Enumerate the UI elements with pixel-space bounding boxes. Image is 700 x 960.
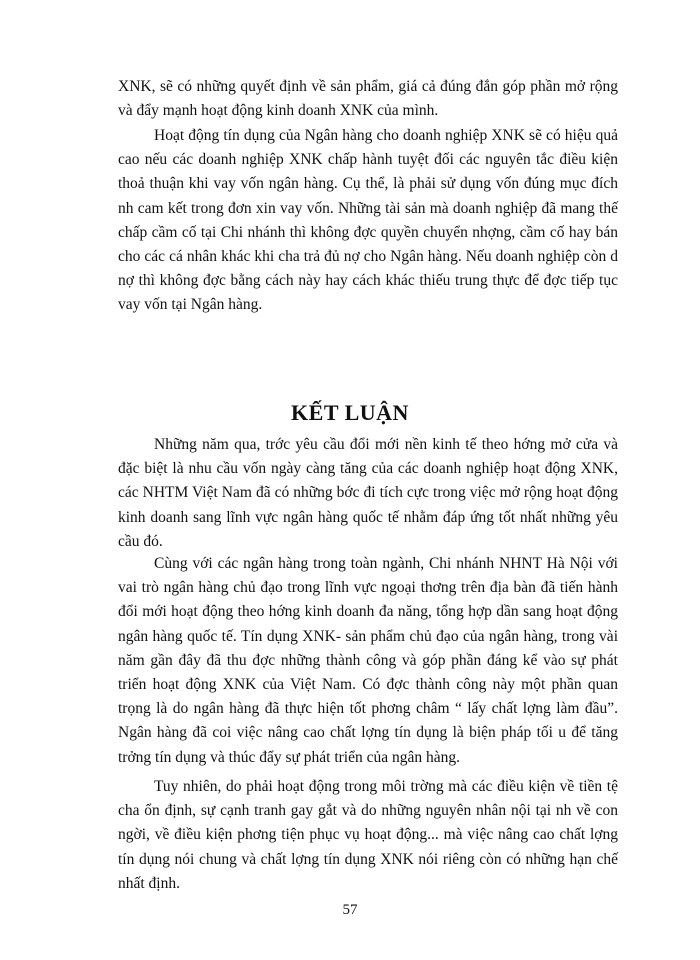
page-number: 57	[342, 902, 358, 918]
paragraph-conclusion-3: Tuy nhiên, do phải hoạt động trong môi trờng mà các điều kiện về tiền tệ cha ổn định, sự cạnh tranh gay gắt và do những nguyên nhân nội tại nh về con ngời, về điều kiện phơng tiện phục vụ hoạt động... mà việc nâng cao chất lợng tín dụng nói chung và chất lợng tín dụng XNK nói riêng còn có những hạn chế nhất định.	[118, 778, 618, 892]
paragraph-intro-continuation: XNK, sẽ có những quyết định về sản phẩm, giá cả đúng đắn góp phần mở rộng và đẩy mạnh hoạt động kinh doanh XNK của mình.	[118, 78, 618, 120]
paragraph-conclusion-2: Cùng với các ngân hàng trong toàn ngành, Chi nhánh NHNT Hà Nội với vai trò ngân hàng chủ đạo trong lĩnh vực ngoại thơng trên địa bàn đã tiến hành đổi mới hoạt động theo hớng kinh doanh đa năng, tổng hợp dần sang hoạt động ngân hàng quốc tế. Tín dụng XNK- sản phẩm chủ đạo của ngân hàng, trong vài năm gần đây đã thu đợc những thành công và góp phần đáng kể vào sự phát triển hoạt động XNK của Việt Nam. Có đợc thành công này một phần quan trọng là do ngân hàng đã thực hiện tốt phơng châm “ lấy chất lợng làm đầu”. Ngân hàng đã coi việc nâng cao chất lợng tín dụng là biện pháp tối u để tăng trởng tín dụng và thúc đẩy sự phát triển của ngân hàng.	[118, 555, 618, 766]
section-title: KẾT LUẬN	[291, 400, 409, 425]
paragraph-credit-activity: Hoạt động tín dụng của Ngân hàng cho doanh nghiệp XNK sẽ có hiệu quả cao nếu các doanh nghiệp XNK chấp hành tuyệt đối các nguyên tắc điều kiện thoả thuận khi vay vốn ngân hàng. Cụ thể, là phải sử dụng vốn đúng mục đích nh cam kết trong đơn xin vay vốn. Những tài sản mà doanh nghiệp đã mang thế chấp cầm cố tại Chi nhánh thì không đợc quyền chuyển nhợng, cầm cố hay bán cho các cá nhân khác khi cha trả đủ nợ cho Ngân hàng. Nếu doanh nghiệp còn d nợ thì không đợc bằng cách này hay cách khác thiếu trung thực để đợc tiếp tục vay vốn tại Ngân hàng.	[118, 127, 618, 314]
paragraph-conclusion-1: Những năm qua, trớc yêu cầu đổi mới nền kinh tế theo hớng mở cửa và đặc biệt là nhu cầu vốn ngày càng tăng của các doanh nghiệp hoạt động XNK, các NHTM Việt Nam đã có những bớc đi tích cực trong việc mở rộng hoạt động kinh doanh sang lĩnh vực ngân hàng quốc tế nhằm đáp ứng tốt nhất những yêu cầu đó.	[118, 436, 618, 550]
